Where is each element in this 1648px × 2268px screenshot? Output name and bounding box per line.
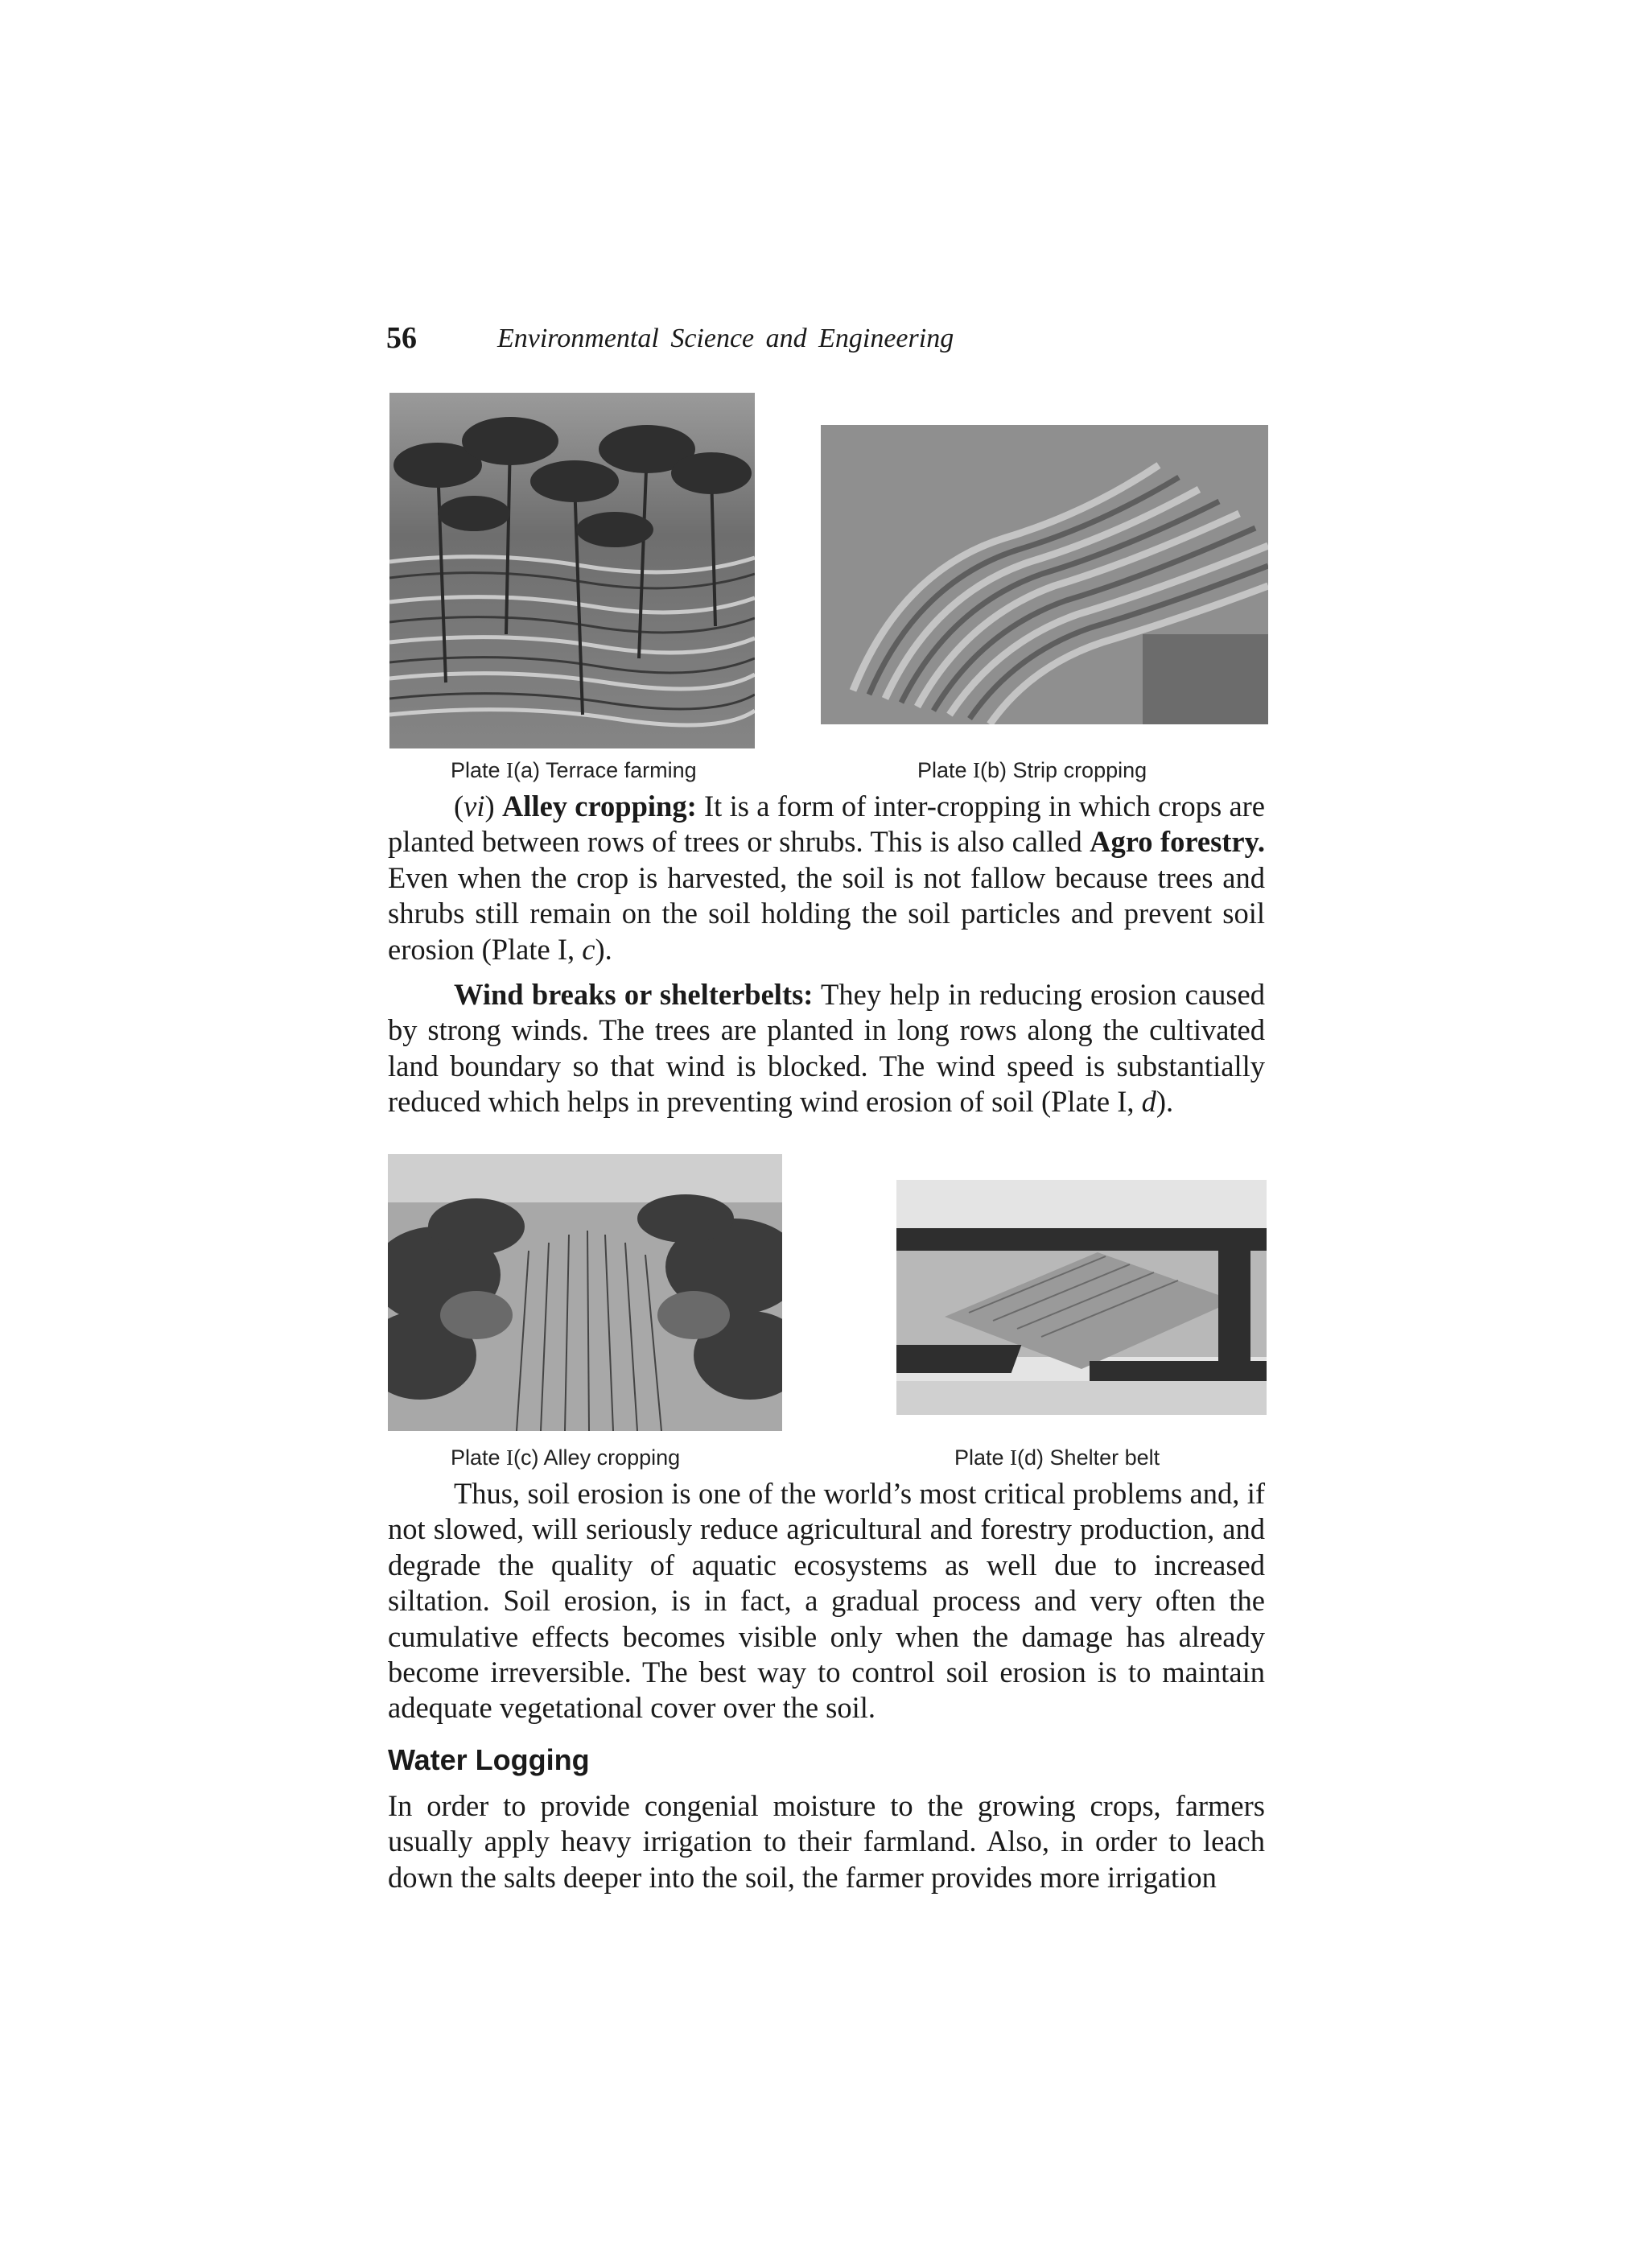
plate-terrace-farming-image <box>389 393 755 748</box>
body-text-upper <box>388 789 1265 1120</box>
plate-alley-cropping-image <box>388 1154 782 1431</box>
section-heading-water-logging: Water Logging <box>388 1743 590 1776</box>
paragraph-soil-erosion-summary: Thus, soil erosion is one of the world’s most critical problems and, if not slowed, will seriously reduce agricultural and forestry production, and degrade the quality of aquatic ecosystems as well due to increased siltation. Soil erosion, is in fact, a gradual process and very often the cumulative effects becomes visible only when the damage has already become irreversible. The best way to control soil erosion is to maintain adequate vegetational cover over the soil. <box>388 1477 1265 1725</box>
caption-plate-b: Plate I(b) Strip cropping <box>917 758 1147 782</box>
running-title: Environmental Science and Engineering <box>497 324 954 353</box>
caption-plate-a: Plate I(a) Terrace farming <box>451 758 697 782</box>
body-text-middle <box>388 1476 1265 1726</box>
caption-plate-c: Plate I(c) Alley cropping <box>451 1445 681 1470</box>
paragraph-alley-cropping: (vi) Alley cropping: It is a form of inter-cropping in which crops are planted between rows of trees or shrubs. This is also called Agro forestry. Even when the crop is harvested, the soil is not fallow because trees and shrubs still remain on the soil holding the soil particles and prevent soil erosion (Plate I, c). <box>388 790 1265 966</box>
caption-plate-d: Plate I(d) Shelter belt <box>954 1445 1160 1470</box>
body-text-lower <box>388 1788 1265 1895</box>
page-number: 56 <box>386 321 417 355</box>
paragraph-water-logging: In order to provide congenial moisture to the growing crops, farmers usually apply heavy irrigation to their farmland. Also, in order to leach down the salts deeper into the soil, the farmer provides more irrigation <box>388 1789 1265 1894</box>
paragraph-wind-breaks: Wind breaks or shelterbelts: They help in reducing erosion caused by strong winds. The trees are planted in long rows along the cultivated land boundary so that wind is blocked. The wind speed is substantially reduced which helps in preventing wind erosion of soil (Plate I, d). <box>388 978 1265 1119</box>
plate-strip-cropping-image <box>821 425 1268 724</box>
plate-shelter-belt-image <box>896 1180 1267 1415</box>
